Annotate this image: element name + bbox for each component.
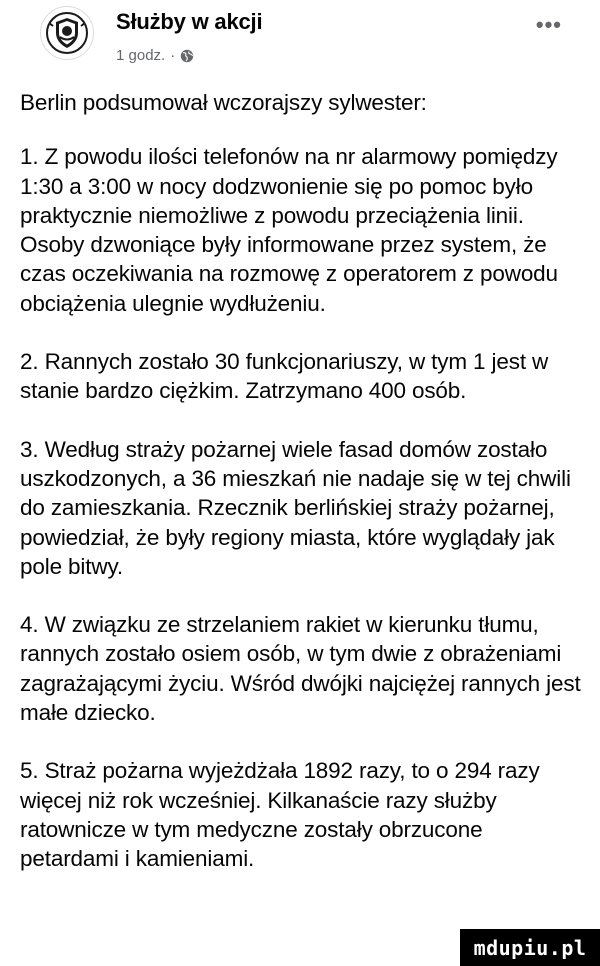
post-paragraph-1: 1. Z powodu ilości telefonów na nr alarmowy pomiędzy 1:30 a 3:00 w nocy dodzwonienie się po pomoc było praktycznie niemożliwe z powodu przeciążenia linii. Osoby dzwoniące były informowane przez system, że czas oczekiwania na rozmowę z operatorem z powodu obciążenia ulegnie wydłużeniu. bbox=[20, 144, 558, 316]
post-paragraph-intro: Berlin podsumował wczorajszy sylwester: bbox=[20, 90, 427, 115]
meta-separator: · bbox=[170, 47, 176, 64]
post-time[interactable]: 1 godz. bbox=[116, 47, 166, 64]
post-header bbox=[20, 0, 580, 80]
police-badge-icon bbox=[45, 11, 89, 55]
avatar[interactable] bbox=[40, 6, 94, 60]
post-meta bbox=[116, 47, 194, 64]
post-body bbox=[20, 88, 586, 903]
post-paragraph-4: 4. W związku ze strzelaniem rakiet w kierunku tłumu, rannych zostało osiem osób, w tym dwie z obrażeniami zagrażającymi życiu. Wśród dwójki najciężej rannych jest małe dziecko. bbox=[20, 612, 581, 726]
post-paragraph-5: 5. Straż pożarna wyjeżdżała 1892 razy, to o 294 razy więcej niż rok wcześniej. Kilkanaście razy służby ratownicze w tym medyczne zostały obrzucone petardami i kamieniami. bbox=[20, 758, 540, 872]
post-paragraph-2: 2. Rannych zostało 30 funkcjonariuszy, w tym 1 jest w stanie bardzo ciężkim. Zatrzymano 400 osób. bbox=[20, 349, 549, 404]
globe-icon bbox=[180, 49, 194, 63]
post-paragraph-3: 3. Według straży pożarnej wiele fasad domów zostało uszkodzonych, a 36 mieszkań nie nadaje się w tej chwili do zamieszkania. Rzecznik berlińskiej straży pożarnej, powiedział, że były regiony miasta, które wyglądały jak pole bitwy. bbox=[20, 436, 571, 579]
more-options-button[interactable]: ••• bbox=[535, 12, 562, 37]
watermark-text: mdupiu.pl bbox=[473, 935, 587, 960]
page-name[interactable]: Służby w akcji bbox=[116, 9, 263, 34]
watermark-logo bbox=[460, 929, 600, 966]
